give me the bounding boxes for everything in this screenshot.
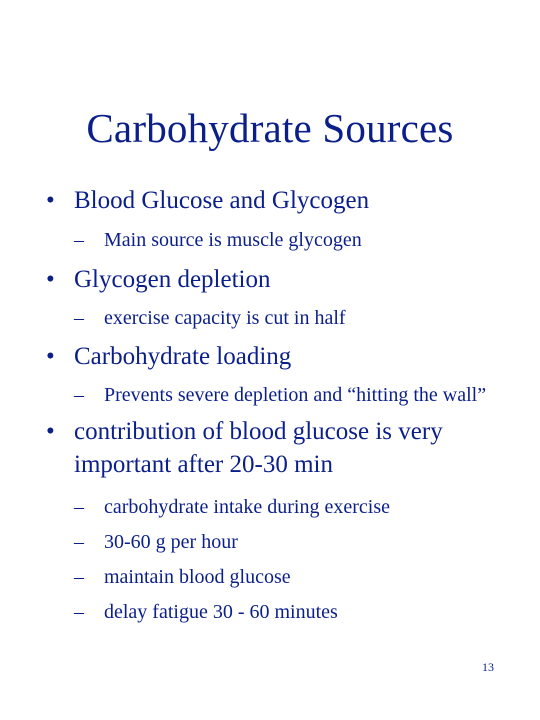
bullet-text: contribution of blood glucose is very important after 20-30 min [74,418,443,478]
slide-title: Carbohydrate Sources [86,105,454,151]
bullet-item [46,415,516,625]
sub-bullet-marker: – [74,531,84,553]
sub-bullet-item [74,382,516,408]
bullet-marker: • [46,418,55,445]
sub-bullet-list [74,305,516,331]
sub-bullet-item [74,494,516,520]
bullet-item [46,184,516,253]
sub-bullet-marker: – [74,384,84,406]
sub-bullet-list [74,227,516,253]
sub-bullet-text: delay fatigue 30 - 60 minutes [104,601,338,623]
bullet-item [46,263,516,331]
bullet-marker: • [46,343,55,370]
bullet-item [46,340,516,408]
sub-bullet-item [74,305,516,331]
sub-bullet-item [74,529,516,555]
sub-bullet-marker: – [74,229,84,251]
sub-bullet-text: Prevents severe depletion and “hitting the wall” [104,384,487,406]
sub-bullet-item [74,564,516,590]
bullet-text: Carbohydrate loading [74,343,292,370]
sub-bullet-text: exercise capacity is cut in half [104,307,346,329]
bullet-text: Glycogen depletion [74,266,271,293]
sub-bullet-marker: – [74,601,84,623]
bullet-list [46,184,516,634]
sub-bullet-list [74,382,516,408]
bullet-marker: • [46,187,55,214]
sub-bullet-item [74,599,516,625]
sub-bullet-text: carbohydrate intake during exercise [104,496,390,518]
bullet-text: Blood Glucose and Glycogen [74,187,370,214]
sub-bullet-marker: – [74,566,84,588]
sub-bullet-text: Main source is muscle glycogen [104,229,362,251]
page-number: 13 [482,660,494,674]
sub-bullet-text: 30-60 g per hour [104,531,238,553]
sub-bullet-text: maintain blood glucose [104,566,291,588]
bullet-marker: • [46,266,55,293]
sub-bullet-marker: – [74,496,84,518]
sub-bullet-marker: – [74,307,84,329]
sub-bullet-list [74,494,516,625]
sub-bullet-item [74,227,516,253]
